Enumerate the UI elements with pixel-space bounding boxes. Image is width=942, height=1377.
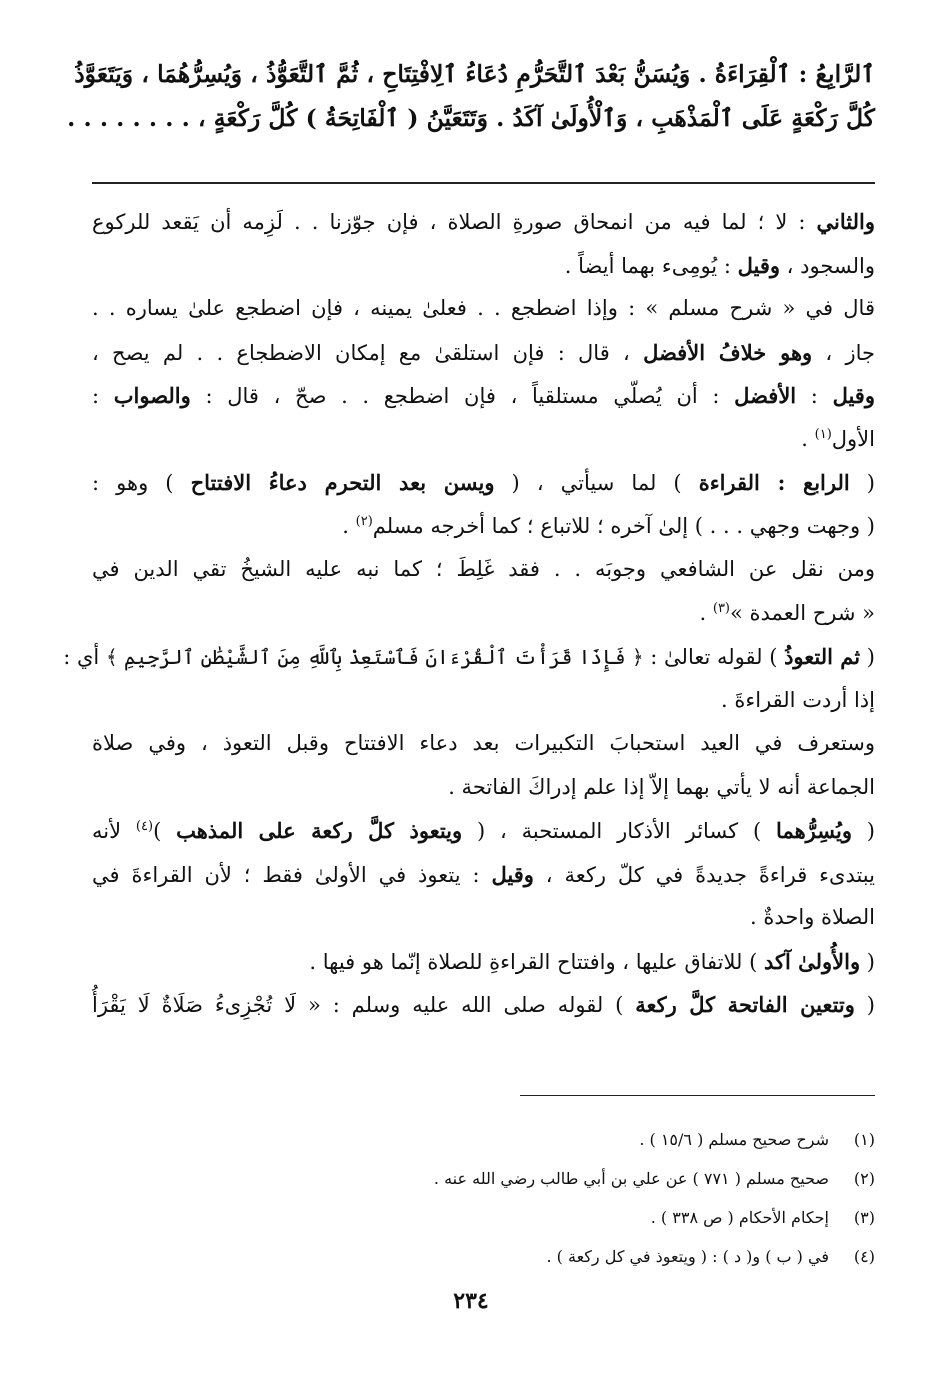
text-span: يبتدىء قراءةً جديدةً في كلّ ركعة ، bbox=[533, 862, 875, 887]
text-span: ) لما سيأتي ، ( bbox=[494, 471, 699, 495]
text-span: ( وجهت وجهي . . . ) إلىٰ آخره ؛ للاتباع ؛ كما أخرجه مسلم bbox=[372, 513, 875, 538]
footnote-ref[interactable]: (١) bbox=[814, 426, 832, 442]
footnote-text: شرح صحيح مسلم ( ١٥/٦ ) . bbox=[639, 1130, 829, 1149]
paragraph bbox=[92, 200, 875, 287]
text-span: ) لقوله تعالىٰ : bbox=[643, 645, 785, 669]
footnote-number: (٣) bbox=[853, 1208, 875, 1227]
paragraph bbox=[92, 287, 875, 461]
footnote-number: (٢) bbox=[853, 1169, 875, 1188]
footnote-ref[interactable]: (٣) bbox=[712, 600, 730, 616]
text-line: ومن نقل عن الشافعي وجوبَه . . فقد غَلِطَ ؛ كما نبه عليه الشيخُ تقي الدين في bbox=[92, 557, 875, 581]
text-line: وستعرف في العيد استحبابَ التكبيرات بعد دعاء الافتتاح وقبل التعوذ ، وفي صلاة bbox=[92, 731, 875, 755]
keyword: وقيل bbox=[491, 861, 534, 887]
text-span: : bbox=[796, 384, 833, 408]
paragraph bbox=[92, 461, 875, 548]
text-span: : لا ؛ لما فيه من انمحاق صورةِ الصلاة ، فإن جوّزنا . . لَزِمه أن يَقعد للركوع bbox=[92, 210, 817, 234]
keyword: ويتعوذ كلَّ ركعة على المذهب bbox=[176, 818, 463, 843]
text-span: أي : bbox=[63, 645, 106, 669]
text-span: لأنه bbox=[92, 819, 136, 843]
text-span: : يُومِىء بهما أيضاً . bbox=[564, 253, 738, 278]
paragraph bbox=[92, 940, 875, 984]
footnote-text: إحكام الأحكام ( ص ٣٣٨ ) . bbox=[650, 1208, 829, 1227]
footnote-item bbox=[200, 1237, 875, 1276]
paragraph bbox=[92, 809, 875, 940]
text-span: ) للاتفاق عليها ، وافتتاح القراءةِ للصلاة إنّما هو فيها . bbox=[309, 949, 764, 974]
footnotes-block bbox=[200, 1120, 875, 1276]
text-span: ) bbox=[153, 819, 177, 843]
commentary-block bbox=[63, 200, 875, 1027]
paragraph bbox=[92, 983, 875, 1027]
text-span: ) وهو : bbox=[92, 471, 191, 495]
text-span: ( bbox=[854, 993, 875, 1017]
text-span: ( bbox=[860, 645, 875, 669]
paragraph bbox=[63, 635, 875, 722]
footnote-number: (٤) bbox=[853, 1247, 875, 1266]
keyword: والصواب bbox=[113, 383, 191, 408]
text-span: : يتعوذ في الأولىٰ فقط ؛ لأن القراءةَ في bbox=[92, 862, 492, 887]
text-span: جاز ، bbox=[812, 340, 875, 365]
text-line: إذا أردت القراءةَ . bbox=[721, 687, 875, 712]
text-span: . bbox=[801, 426, 815, 451]
keyword: والأُولىٰ آكد bbox=[763, 948, 861, 974]
footnote-number: (١) bbox=[853, 1130, 875, 1149]
footnote-item bbox=[200, 1120, 875, 1159]
keyword: ويسن بعد التحرم دعاءُ الافتتاح bbox=[190, 470, 495, 495]
text-span: ) لقوله صلى الله عليه وسلم : « لَا تُجْزِىءُ صَلَاةٌ لَا يَقْرَأُ bbox=[92, 993, 636, 1017]
text-line: قال في « شرح مسلم » : وإذا اضطجع . . فعلىٰ يمينه ، فإن اضطجع علىٰ يساره . . bbox=[92, 296, 875, 320]
text-span: ، قال : فإن استلقىٰ مع إمكان الاضطجاع . . لم يصح ، bbox=[92, 340, 644, 365]
paragraph bbox=[92, 722, 875, 809]
footnote-separator bbox=[520, 1095, 875, 1096]
footnote-item bbox=[200, 1198, 875, 1237]
keyword: الرابع : القراءة bbox=[698, 470, 850, 495]
paragraph bbox=[92, 548, 875, 635]
separator-rule bbox=[92, 182, 875, 184]
text-span: والسجود ، bbox=[780, 253, 875, 278]
keyword: الأفضل bbox=[734, 383, 797, 408]
keyword: وهو خلافُ الأفضل bbox=[643, 339, 813, 365]
page-number: ٢٣٤ bbox=[453, 1288, 489, 1314]
text-span: ( bbox=[851, 819, 875, 843]
keyword: وتتعين الفاتحة كلَّ ركعة bbox=[635, 992, 855, 1017]
text-span: . bbox=[342, 513, 356, 538]
text-line: الجماعة أنه لا يأتي بهما إلاّ إذا علم إدراكَ الفاتحة . bbox=[448, 774, 875, 799]
text-span: ( bbox=[849, 471, 875, 495]
keyword: وقيل bbox=[737, 252, 780, 278]
text-span: : bbox=[92, 384, 114, 408]
text-span: ( bbox=[860, 949, 875, 974]
footnote-text: في ( ب ) و( د ) : ( ويتعوذ في كل ركعة ) . bbox=[546, 1247, 829, 1266]
quran-verse: ﴿ فَإِذَا قَرَأْتَ ٱلْقُرْءَانَ فَٱسْتَعِذْ بِٱللَّهِ مِنَ ٱلشَّيْطَٰنِ ٱلرَّجِيمِ ﴾ bbox=[105, 645, 644, 669]
text-span: . bbox=[699, 600, 713, 625]
text-line: الصلاة واحدةٌ . bbox=[750, 905, 875, 929]
matn-text-block bbox=[67, 52, 875, 140]
text-span: « شرح العمدة » bbox=[730, 600, 875, 625]
footnote-ref[interactable]: (٢) bbox=[355, 513, 373, 529]
keyword: ويُسِرُّهما bbox=[776, 818, 852, 843]
matn-line: كُلَّ رَكْعَةٍ عَلَى ٱلْمَذْهَبِ ، وَٱلْأُولَىٰ آكَدُ . وَتَتَعَيَّنُ ( ٱلْفَاتِحَةُ ) كُلَّ رَكْعَةٍ ، . . . . . . . . bbox=[67, 104, 875, 132]
footnote-ref[interactable]: (٤) bbox=[135, 819, 154, 834]
text-span: : أن يُصلّي مستلقياً ، فإن اضطجع . . صحّ ، قال : bbox=[190, 384, 735, 408]
keyword: والثاني bbox=[816, 209, 875, 234]
footnote-item bbox=[200, 1159, 875, 1198]
keyword: وقيل bbox=[832, 383, 875, 408]
text-span: الأول bbox=[831, 426, 875, 451]
matn-line: ٱلرَّابِعُ : ٱلْقِرَاءَةُ . وَيُسَنُّ بَعْدَ ٱلتَّحَرُّمِ دُعَاءُ ٱلِافْتِتَاحِ ، ثُمَّ ٱلتَّعَوُّذُ ، وَيُسِرُّهُمَا ، وَيَتَعَوَّذُ bbox=[74, 60, 875, 88]
footnote-text: صحيح مسلم ( ٧٧١ ) عن علي بن أبي طالب رضي الله عنه . bbox=[433, 1169, 829, 1188]
text-span: ) كسائر الأذكار المستحبة ، ( bbox=[462, 819, 777, 843]
keyword: ثم التعوذُ bbox=[784, 644, 861, 669]
